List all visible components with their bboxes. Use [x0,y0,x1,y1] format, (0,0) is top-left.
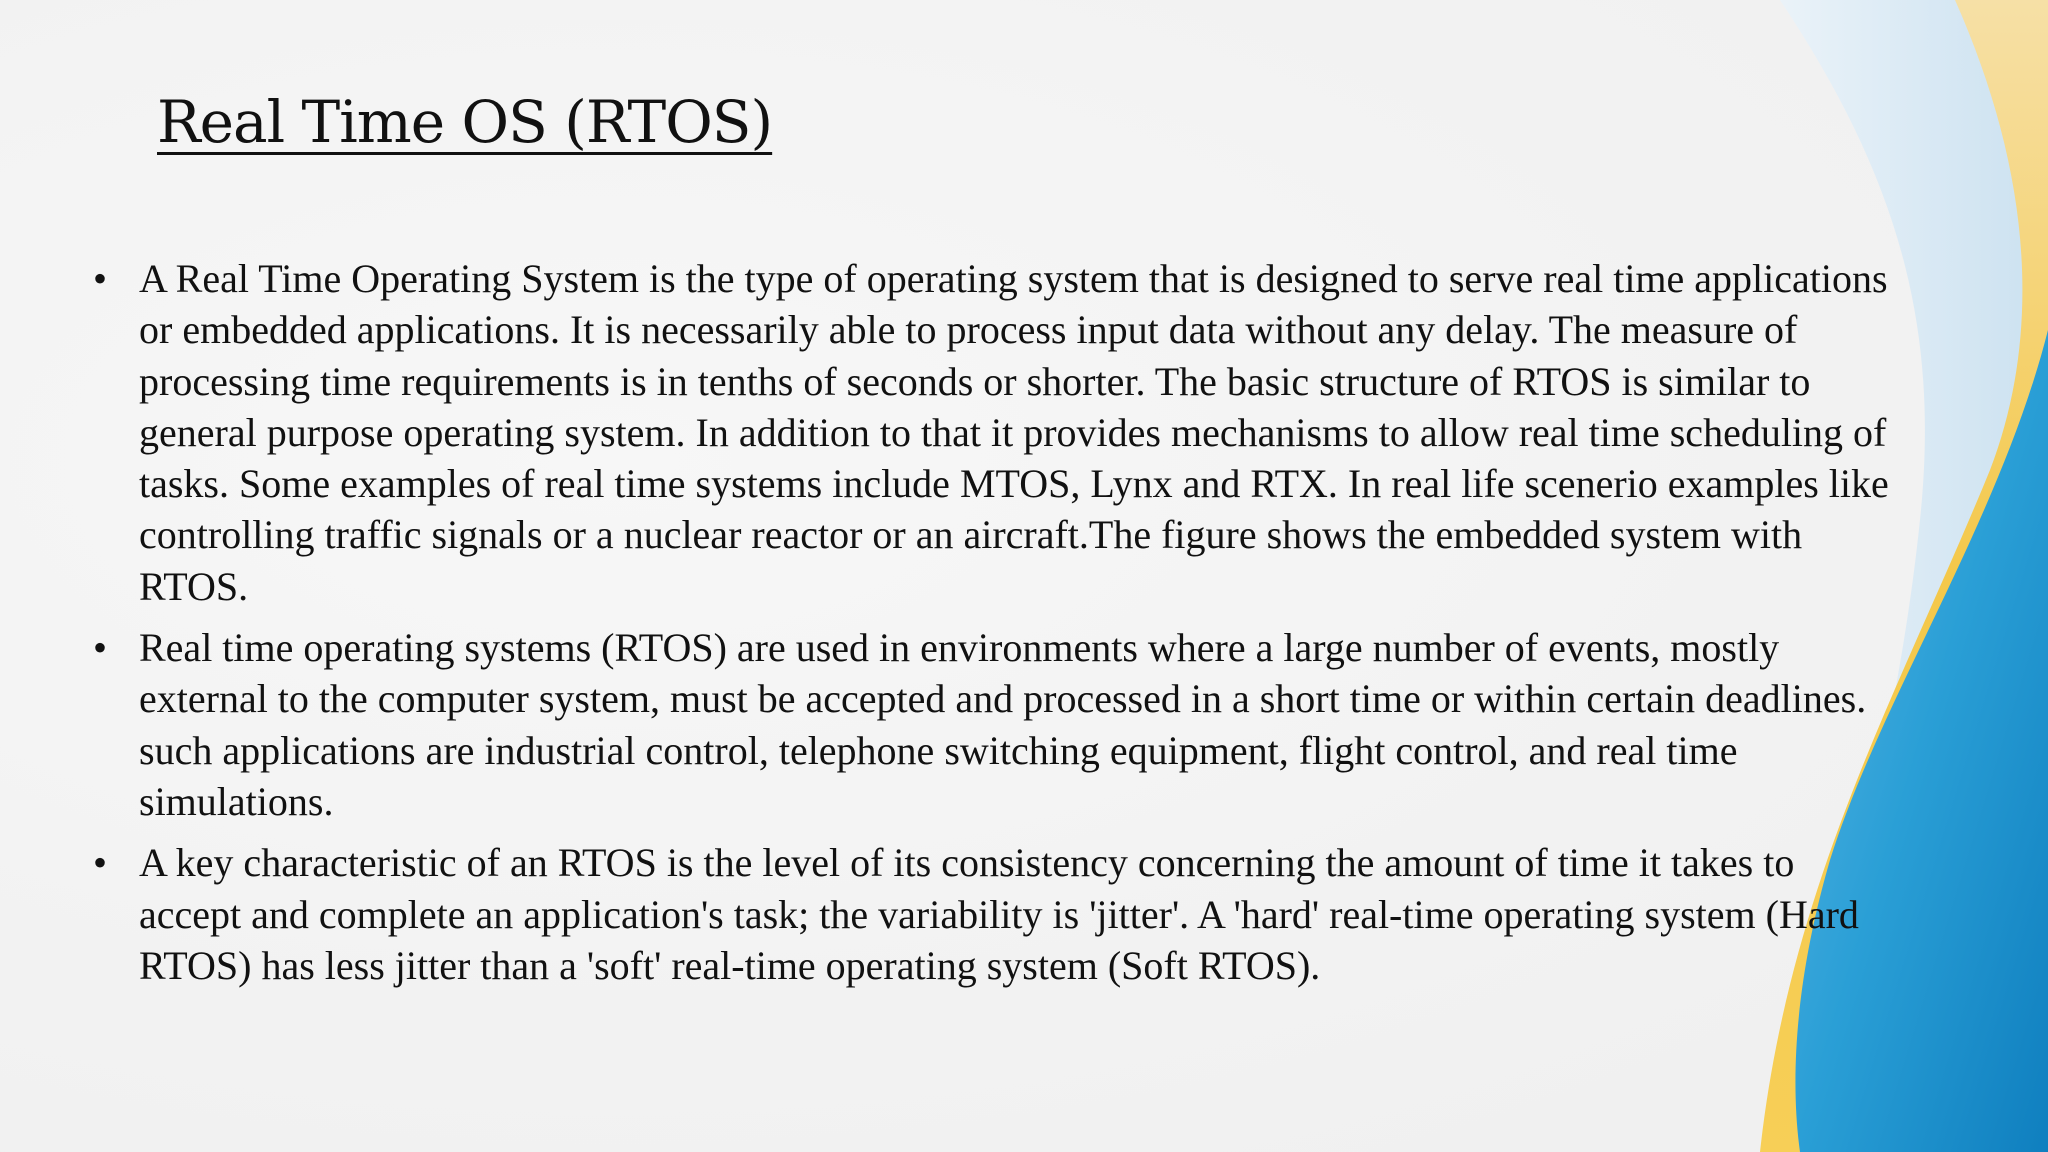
bullet-text: A Real Time Operating System is the type of operating system that is designed to serve real time applications or embedded applications. It is necessarily able to process input data without any delay. The measure of processing time requirements is in tenths of seconds or shorter. The basic structure of RTOS is similar to general purpose operating system. In addition to that it provides mechanisms to allow real time scheduling of tasks. Some examples of real time systems include MTOS, Lynx and RTX. In real life scenerio examples like controlling traffic signals or a nuclear reactor or an aircraft.The figure shows the embedded system with RTOS. [139,256,1889,609]
bullet-marker: • [92,840,107,886]
bullet-text: Real time operating systems (RTOS) are used in environments where a large number of events, mostly external to the computer system, must be accepted and processed in a short time or within certain deadlines. such applications are industrial control, telephone switching equipment, flight control, and real time simulations. [139,625,1867,824]
bullet-marker: • [92,256,107,301]
bullet-item [90,837,1902,991]
bullet-item [90,622,1902,827]
bullet-marker: • [92,625,107,671]
bullet-item [90,253,1902,612]
bullet-text: A key characteristic of an RTOS is the level of its consistency concerning the amount of time it takes to accept and complete an application's task; the variability is 'jitter'. A 'hard' real-time operating system (Hard RTOS) has less jitter than a 'soft' real-time operating system (Soft RTOS). [139,840,1859,988]
bullet-list [90,253,1902,1001]
page-title: Real Time OS (RTOS) [157,88,773,156]
